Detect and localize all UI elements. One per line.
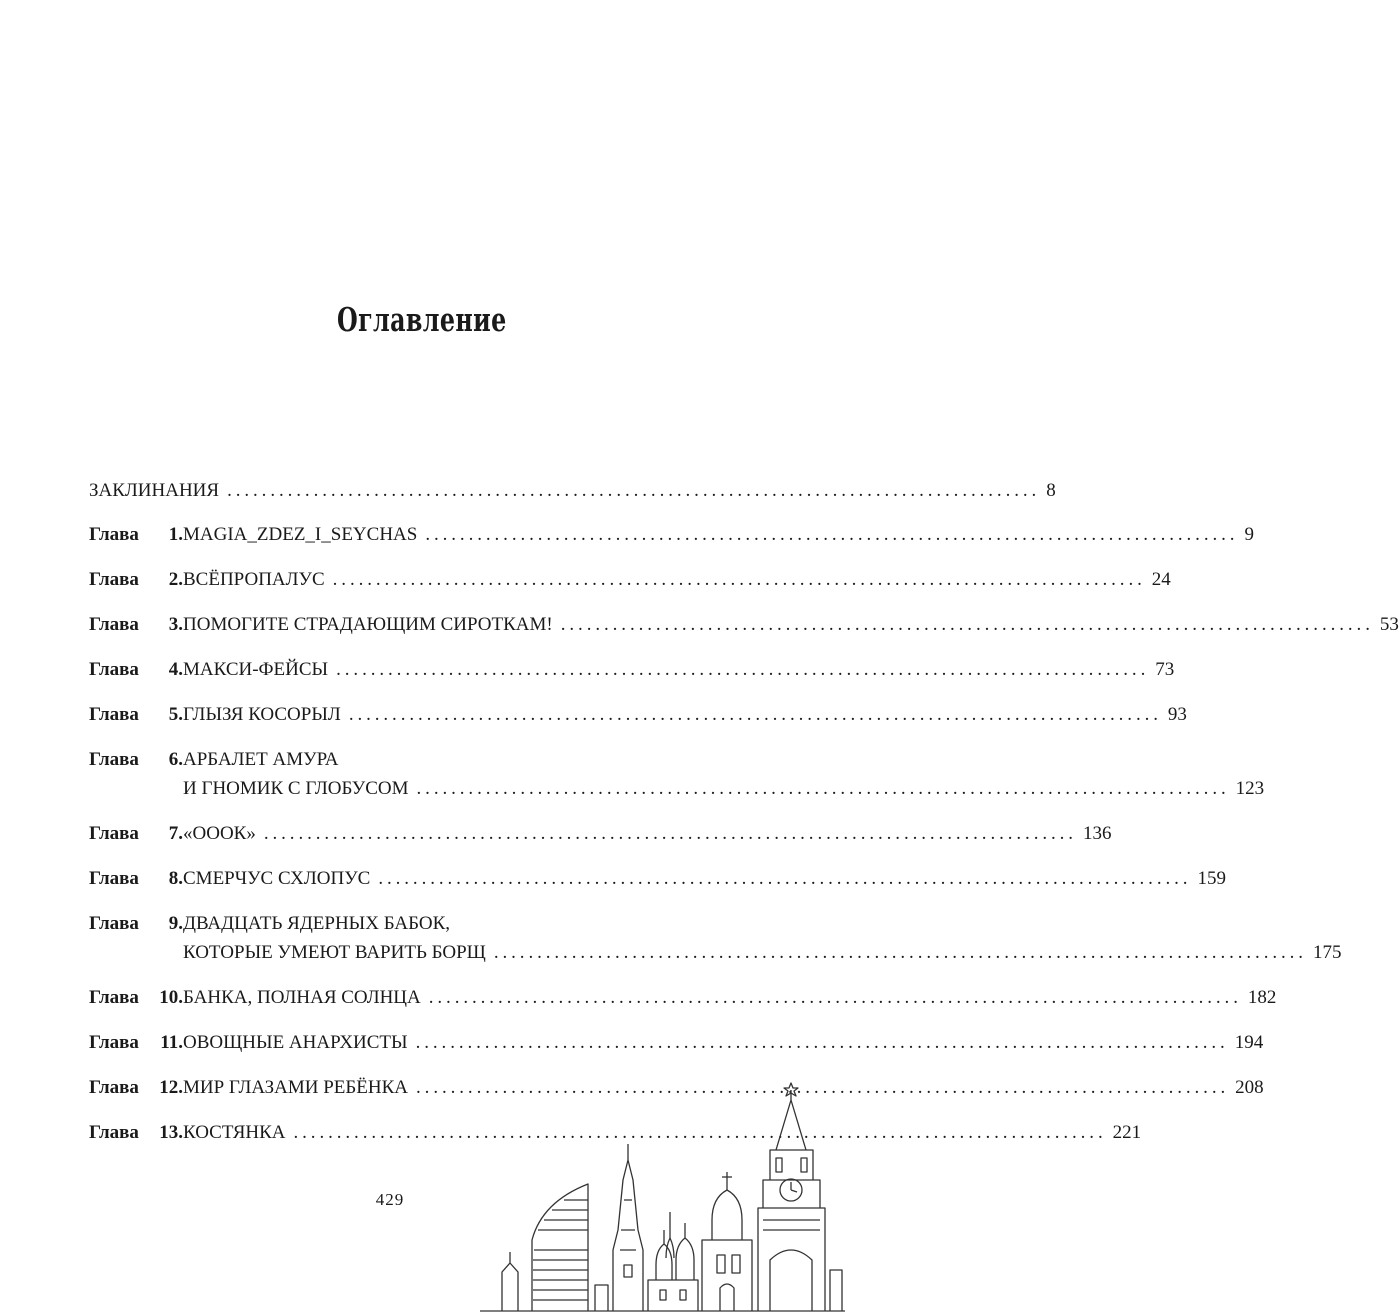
toc-entry-title: БАНКА, ПОЛНАЯ СОЛНЦА xyxy=(183,987,421,1008)
toc-entry-chapter xyxy=(89,1028,1264,1057)
dot-leader: .............................................................................................. xyxy=(332,569,1146,590)
chapter-label xyxy=(89,655,183,684)
chapter-label xyxy=(89,983,183,1012)
toc-entry-title: ПОМОГИТЕ СТРАДАЮЩИМ СИРОТКАМ! xyxy=(183,614,553,635)
chapter-number: 3. xyxy=(168,614,183,635)
chapter-word: Глава xyxy=(89,1032,139,1053)
chapter-label xyxy=(89,745,183,774)
toc-entry-page: 9 xyxy=(1244,524,1254,545)
toc-entry-page: 194 xyxy=(1234,1032,1264,1053)
toc-entry-title: КОСТЯНКА xyxy=(183,1122,286,1143)
toc-entry-body xyxy=(183,745,1265,803)
dot-leader: .............................................................................................. xyxy=(416,1077,1230,1098)
page-title: Оглавление xyxy=(337,300,507,339)
chapter-number: 11. xyxy=(160,1032,183,1053)
chapter-word: Глава xyxy=(89,749,139,770)
toc-entry-title: КОТОРЫЕ УМЕЮТ ВАРИТЬ БОРЩ xyxy=(183,942,486,963)
chapter-word: Глава xyxy=(89,913,139,934)
toc-entry-body xyxy=(183,1028,1264,1057)
chapter-number: 8. xyxy=(168,868,183,889)
chapter-number: 4. xyxy=(168,659,183,680)
toc-entry-body xyxy=(183,819,1112,848)
toc-entry-title: ЗАКЛИНАНИЯ xyxy=(89,480,220,501)
chapter-label xyxy=(89,1073,183,1102)
toc-entry-page: 221 xyxy=(1112,1122,1142,1143)
dot-leader: .............................................................................................. xyxy=(227,480,1041,501)
chapter-number: 7. xyxy=(168,823,183,844)
dot-leader: .............................................................................................. xyxy=(336,659,1150,680)
chapter-word: Глава xyxy=(89,987,139,1008)
toc-entry-front xyxy=(89,476,1056,505)
dot-leader: .............................................................................................. xyxy=(293,1122,1107,1143)
dot-leader: .............................................................................................. xyxy=(425,524,1239,545)
chapter-list xyxy=(89,520,1399,1147)
toc-entry-title: MAGIA_ZDEZ_I_SEYCHAS xyxy=(183,524,418,545)
dot-leader: .............................................................................................. xyxy=(428,987,1242,1008)
chapter-label xyxy=(89,610,183,639)
toc-entry-body xyxy=(183,655,1175,684)
chapter-label xyxy=(89,864,183,893)
chapter-label xyxy=(89,565,183,594)
toc-entry-body xyxy=(183,700,1187,729)
toc-entry-chapter xyxy=(89,655,1175,684)
chapter-label xyxy=(89,1028,183,1057)
toc-entry-title: «ОООК» xyxy=(183,823,256,844)
dot-leader: .............................................................................................. xyxy=(560,614,1374,635)
toc-entry-chapter xyxy=(89,745,1265,803)
toc-entry-page: 73 xyxy=(1155,659,1175,680)
dot-leader: .............................................................................................. xyxy=(348,704,1162,725)
toc-entry-body xyxy=(183,864,1226,893)
toc-entry-page: 123 xyxy=(1235,778,1265,799)
toc-entry-chapter xyxy=(89,565,1171,594)
toc-entry-page: 182 xyxy=(1247,987,1277,1008)
dot-leader: .............................................................................................. xyxy=(493,942,1307,963)
toc-entry-chapter xyxy=(89,909,1342,967)
toc-entry-body xyxy=(89,476,1056,505)
toc-entry-title: И ГНОМИК С ГЛОБУСОМ xyxy=(183,778,409,799)
dot-leader: .............................................................................................. xyxy=(415,1032,1229,1053)
toc-entry-page: 175 xyxy=(1312,942,1342,963)
toc-entry-title: МАКСИ-ФЕЙСЫ xyxy=(183,659,329,680)
toc-entry-page: 93 xyxy=(1167,704,1187,725)
chapter-word: Глава xyxy=(89,1122,139,1143)
toc-entry-title: ДВАДЦАТЬ ЯДЕРНЫХ БАБОК, xyxy=(183,913,451,934)
chapter-word: Глава xyxy=(89,569,139,590)
toc-entry-body xyxy=(183,520,1254,549)
dot-leader: .............................................................................................. xyxy=(263,823,1077,844)
toc-entry-page: 136 xyxy=(1082,823,1112,844)
table-of-contents xyxy=(89,476,1399,1163)
chapter-label xyxy=(89,520,183,549)
toc-entry-title: ГЛЫЗЯ КОСОРЫЛ xyxy=(183,704,341,725)
chapter-number: 6. xyxy=(168,749,183,770)
chapter-number: 5. xyxy=(168,704,183,725)
page-number: 429 xyxy=(375,1190,405,1209)
chapter-word: Глава xyxy=(89,823,139,844)
toc-entry-chapter xyxy=(89,819,1112,848)
toc-entry-page: 24 xyxy=(1151,569,1171,590)
chapter-word: Глава xyxy=(89,659,139,680)
toc-entry-title: СМЕРЧУС СХЛОПУС xyxy=(183,868,371,889)
chapter-word: Глава xyxy=(89,704,139,725)
toc-entry-page: 8 xyxy=(1046,480,1056,501)
chapter-number: 2. xyxy=(168,569,183,590)
chapter-word: Глава xyxy=(89,524,139,545)
toc-entry-page: 53 xyxy=(1379,614,1399,635)
toc-entry-body xyxy=(183,565,1171,594)
toc-entry-title: ВСЁПРОПАЛУС xyxy=(183,569,325,590)
toc-entry-chapter xyxy=(89,700,1187,729)
toc-entry-body xyxy=(183,983,1277,1012)
dot-leader: .............................................................................................. xyxy=(378,868,1192,889)
chapter-number: 10. xyxy=(159,987,183,1008)
toc-entry-page: 159 xyxy=(1197,868,1226,889)
chapter-number: 13. xyxy=(159,1122,183,1143)
chapter-number: 9. xyxy=(168,913,183,934)
chapter-label xyxy=(89,700,183,729)
chapter-word: Глава xyxy=(89,1077,139,1098)
chapter-number: 12. xyxy=(159,1077,183,1098)
toc-entry-chapter xyxy=(89,610,1399,639)
toc-entry-chapter xyxy=(89,983,1277,1012)
chapter-label xyxy=(89,819,183,848)
dot-leader: .............................................................................................. xyxy=(416,778,1230,799)
toc-entry-chapter xyxy=(89,520,1254,549)
toc-entry-title: МИР ГЛАЗАМИ РЕБЁНКА xyxy=(183,1077,409,1098)
toc-entry-chapter xyxy=(89,864,1226,893)
toc-entry-body xyxy=(183,909,1342,967)
chapter-label xyxy=(89,909,183,938)
chapter-number: 1. xyxy=(168,524,183,545)
toc-entry-page: 208 xyxy=(1235,1077,1264,1098)
chapter-word: Глава xyxy=(89,868,139,889)
city-skyline-illustration xyxy=(480,1080,845,1312)
toc-entry-title: ОВОЩНЫЕ АНАРХИСТЫ xyxy=(183,1032,408,1053)
chapter-word: Глава xyxy=(89,614,139,635)
toc-entry-body xyxy=(183,610,1399,639)
toc-entry-title: АРБАЛЕТ АМУРА xyxy=(183,749,339,770)
chapter-label xyxy=(89,1118,183,1147)
